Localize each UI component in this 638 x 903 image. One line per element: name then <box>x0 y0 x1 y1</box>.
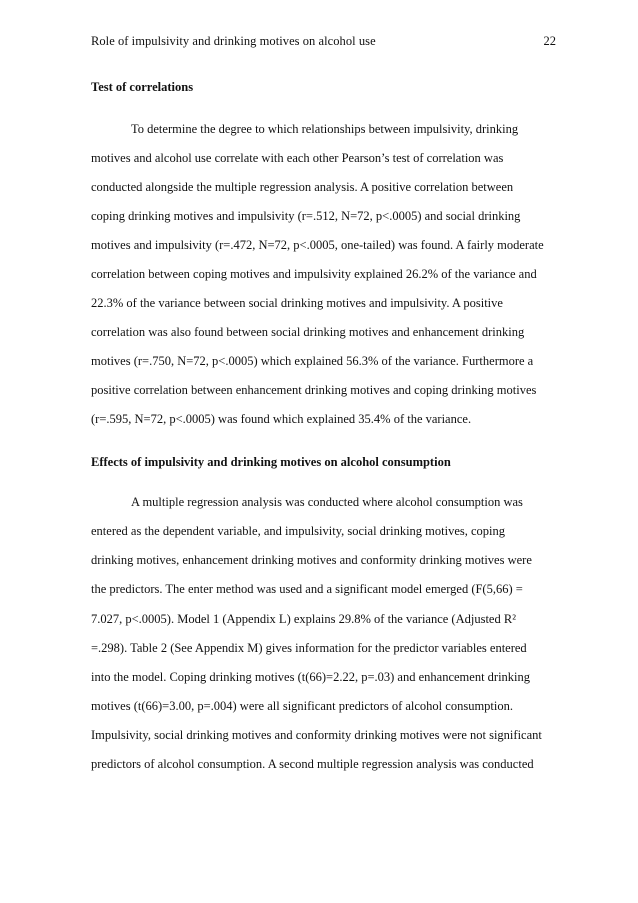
paragraph-line: =.298). Table 2 (See Appendix M) gives information for the predictor variables entered <box>91 641 527 655</box>
page-number: 22 <box>543 34 556 48</box>
running-head: Role of impulsivity and drinking motives on alcohol use <box>91 34 376 48</box>
paragraph-line: correlation between coping motives and impulsivity explained 26.2% of the variance and <box>91 267 537 281</box>
paragraph-line: conducted alongside the multiple regression analysis. A positive correlation between <box>91 180 514 194</box>
paragraph-line: motives and alcohol use correlate with each other Pearson’s test of correlation was <box>91 151 504 165</box>
paragraph-line: 7.027, p<.0005). Model 1 (Appendix L) explains 29.8% of the variance (Adjusted R² <box>91 612 516 626</box>
paragraph-line: predictors of alcohol consumption. A second multiple regression analysis was conducted <box>91 757 534 771</box>
paragraph-line: Impulsivity, social drinking motives and conformity drinking motives were not significant <box>91 728 542 742</box>
section-heading-correlations: Test of correlations <box>91 80 194 94</box>
paragraph-line: A multiple regression analysis was conducted where alcohol consumption was <box>131 495 523 509</box>
paragraph-line: the predictors. The enter method was used and a significant model emerged (F(5,66) = <box>91 582 523 596</box>
paragraph-line: motives (t(66)=3.00, p=.004) were all significant predictors of alcohol consumption. <box>91 699 513 713</box>
paragraph-line: coping drinking motives and impulsivity (r=.512, N=72, p<.0005) and social drinking <box>91 209 521 223</box>
paragraph-line: correlation was also found between social drinking motives and enhancement drinking <box>91 325 525 339</box>
paragraph-line: motives (r=.750, N=72, p<.0005) which explained 56.3% of the variance. Furthermore a <box>91 354 534 368</box>
paragraph-line: 22.3% of the variance between social drinking motives and impulsivity. A positive <box>91 296 503 310</box>
paragraph-line: positive correlation between enhancement drinking motives and coping drinking motives <box>91 383 537 397</box>
paragraph-line: entered as the dependent variable, and impulsivity, social drinking motives, coping <box>91 524 506 538</box>
paragraph-line: To determine the degree to which relationships between impulsivity, drinking <box>131 122 519 136</box>
section-heading-effects: Effects of impulsivity and drinking motives on alcohol consumption <box>91 455 451 469</box>
paragraph-line: into the model. Coping drinking motives (t(66)=2.22, p=.03) and enhancement drinking <box>91 670 531 684</box>
paragraph-line: motives and impulsivity (r=.472, N=72, p<.0005, one-tailed) was found. A fairly moderate <box>91 238 544 252</box>
paragraph-line: (r=.595, N=72, p<.0005) was found which explained 35.4% of the variance. <box>91 412 472 426</box>
paragraph-line: drinking motives, enhancement drinking motives and conformity drinking motives were <box>91 553 532 567</box>
